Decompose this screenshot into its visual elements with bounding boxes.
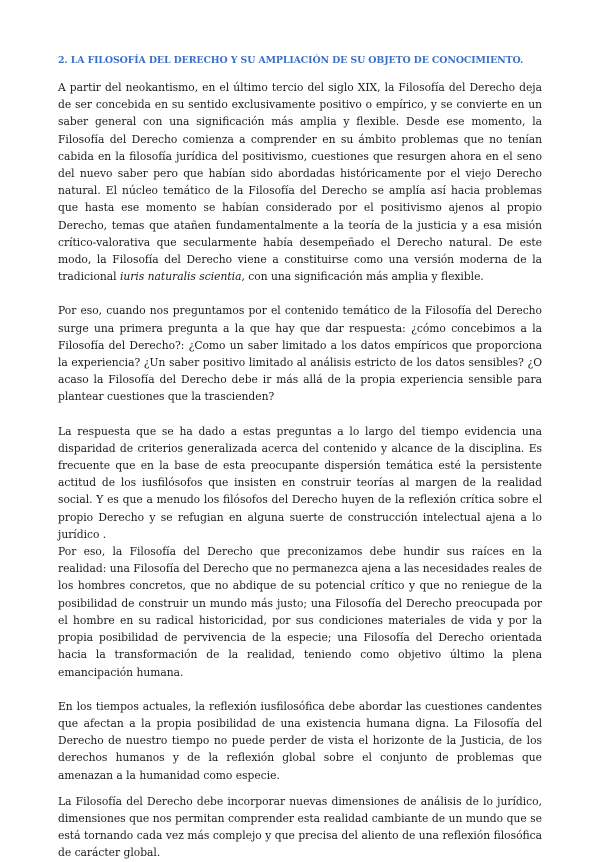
section-heading: 2. LA FILOSOFÍA DEL DERECHO Y SU AMPLIACIÓN DE SU OBJETO DE CONOCIMIENTO. [58, 55, 524, 66]
paragraph-tiempos-actuales: En los tiempos actuales, la reflexión iusfilosófica debe abordar las cuestiones candentes que afectan a la propia posibilidad de una existencia humana digna. La Filosofía del Derecho de nuestro tiempo no puede perder de vista el horizonte de la Justicia, de los derechos humanos y de la reflexión global sobre el conjunto de problemas que amenazan a la humanidad como especie. [58, 699, 542, 782]
paragraph-preguntas: Por eso, cuando nos preguntamos por el contenido temático de la Filosofía del Derecho surge una primera pregunta a la que hay que dar respuesta: ¿cómo concebimos a la Filosofía del Derecho?: ¿Como un saber limitado a los datos empíricos que proporciona la experiencia? ¿Un saber positivo limitado al análisis estricto de los datos sensibles? ¿O acaso la Filosofía del Derecho debe ir más allá de la propia experiencia sensible para plantear cuestiones que la trascienden? [58, 304, 542, 404]
paragraph-nuevas-dimensiones: La Filosofía del Derecho debe incorporar nuevas dimensiones de análisis de lo jurídico, dimensiones que nos permitan comprender esta realidad cambiante de un mundo que se está tornando cada vez más complejo y que precisa del aliento de una reflexión filosófica de carácter global. [58, 794, 542, 860]
latin-term: iuris naturalis scientia [119, 270, 242, 284]
paragraph-respuesta: La respuesta que se ha dado a estas preguntas a lo largo del tiempo evidencia una disparidad de criterios generalizada acerca del contenido y alcance de la disciplina. Es frecuente que en la base de esta preocupante dispersión temática esté la persistente actitud de los iusfilósofos que insisten en construir teorías al margen de la realidad social. Y es que a menudo los filósofos del Derecho huyen de la reflexión crítica sobre el propio Derecho y se refugian en alguna suerte de construcción intelectual ajena a lo jurídico . [58, 424, 542, 541]
paragraph-preconizamos: Por eso, la Filosofía del Derecho que preconizamos debe hundir sus raíces en la realidad: una Filosofía del Derecho que no permanezca ajena a las necesidades reales de los hombres concretos, que no abdique de su potencial crítico y que no reniegue de la posibilidad de construir un mundo más justo; una Filosofía del Derecho preocupada por el hombre en su radical historicidad, por sus condiciones materiales de vida y por la propia posibilidad de pervivencia de la especie; una Filosofía del Derecho orientada hacia la transformación de la realidad, teniendo como objetivo último la plena emancipación humana. [58, 545, 542, 679]
paragraph-neokantismo-end: , con una significación más amplia y flexible. [241, 270, 484, 284]
paragraph-neokantismo [58, 79, 542, 285]
paragraph-neokantismo-text: A partir del neokantismo, en el último tercio del siglo XIX, la Filosofía del Derecho deja de ser concebida en su sentido exclusivamente positivo o empírico, y se convierte en un saber general con una significación más amplia y flexible. Desde ese momento, la Filosofía del Derecho comienza a comprender en su ámbito problemas que no tenían cabida en la filosofía jurídica del positivismo, cuestiones que resurgen ahora en el seno del nuevo saber pero que habían sido abordadas históricamente por el viejo Derecho natural. El núcleo temático de la Filosofía del Derecho se amplía así hacia problemas que hasta ese momento se habían considerado por el positivismo ajenos al propio Derecho, temas que atañen fundamentalmente a la teoría de la justicia y a esa misión crítico-valorativa que secularmente había desempeñado el Derecho natural. De este modo, la Filosofía del Derecho viene a constituirse como una versión moderna de la tradicional [58, 81, 542, 284]
